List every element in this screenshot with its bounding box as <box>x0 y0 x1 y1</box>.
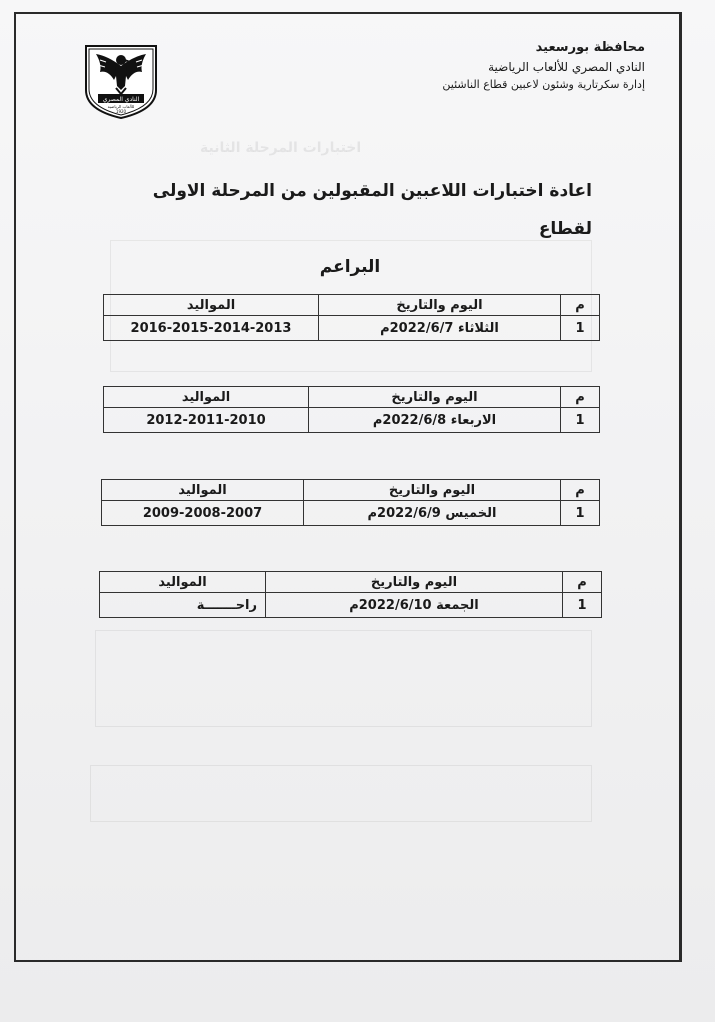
row-num: 1 <box>561 408 600 433</box>
table-row <box>102 501 600 526</box>
table-header-row <box>104 387 600 408</box>
logo-text: النادي المصري <box>102 96 140 103</box>
header-birth-years: المواليد <box>100 572 266 593</box>
document-title <box>100 172 600 286</box>
row-num: 1 <box>561 501 600 526</box>
row-birth-years: 2012-2011-2010 <box>104 408 309 433</box>
row-day-date: الخميس 2022/6/9م <box>304 501 561 526</box>
header-num: م <box>561 295 600 316</box>
row-birth-years: 2016-2015-2014-2013 <box>104 316 319 341</box>
row-num: 1 <box>561 316 600 341</box>
club-logo <box>80 40 162 120</box>
header-num: م <box>563 572 602 593</box>
title-line-2: البراعم <box>319 257 381 277</box>
row-num: 1 <box>563 593 602 618</box>
row-birth-years: 2009-2008-2007 <box>102 501 304 526</box>
table-row <box>100 593 602 618</box>
club-name: النادي المصري للألعاب الرياضية <box>488 60 645 74</box>
table-row <box>104 408 600 433</box>
eagle-crest-logo-icon <box>80 40 162 120</box>
letterhead <box>315 38 645 94</box>
header-birth-years: المواليد <box>104 295 319 316</box>
logo-year: 1920 <box>115 109 127 114</box>
schedule-table-3 <box>101 479 600 526</box>
schedule-table-2 <box>103 386 600 433</box>
table-row <box>104 316 600 341</box>
row-day-date: الاربعاء 2022/6/8م <box>309 408 561 433</box>
header-day-date: اليوم والتاريخ <box>319 295 561 316</box>
table-header-row <box>102 480 600 501</box>
title-line-1: اعادة اختبارات اللاعبين المقبولين من المرحلة الاولى لقطاع <box>152 181 592 239</box>
table-header-row <box>104 295 600 316</box>
department-name: إدارة سكرتارية وشئون لاعبين قطاع الناشئين <box>442 78 645 91</box>
governorate-name: محافظة بورسعيد <box>535 40 645 55</box>
table-header-row <box>100 572 602 593</box>
row-day-date: الثلاثاء 2022/6/7م <box>319 316 561 341</box>
header-birth-years: المواليد <box>102 480 304 501</box>
header-day-date: اليوم والتاريخ <box>266 572 563 593</box>
logo-subtext: للألعاب الرياضية <box>107 104 135 109</box>
header-day-date: اليوم والتاريخ <box>309 387 561 408</box>
schedule-table-4 <box>99 571 602 618</box>
header-birth-years: المواليد <box>104 387 309 408</box>
show-through-text: اختبارات المرحلة الثانية <box>200 140 362 156</box>
row-birth-years: راحـــــــة <box>100 593 266 618</box>
header-num: م <box>561 480 600 501</box>
schedule-table-1 <box>103 294 600 341</box>
header-day-date: اليوم والتاريخ <box>304 480 561 501</box>
header-num: م <box>561 387 600 408</box>
row-day-date: الجمعة 2022/6/10م <box>266 593 563 618</box>
